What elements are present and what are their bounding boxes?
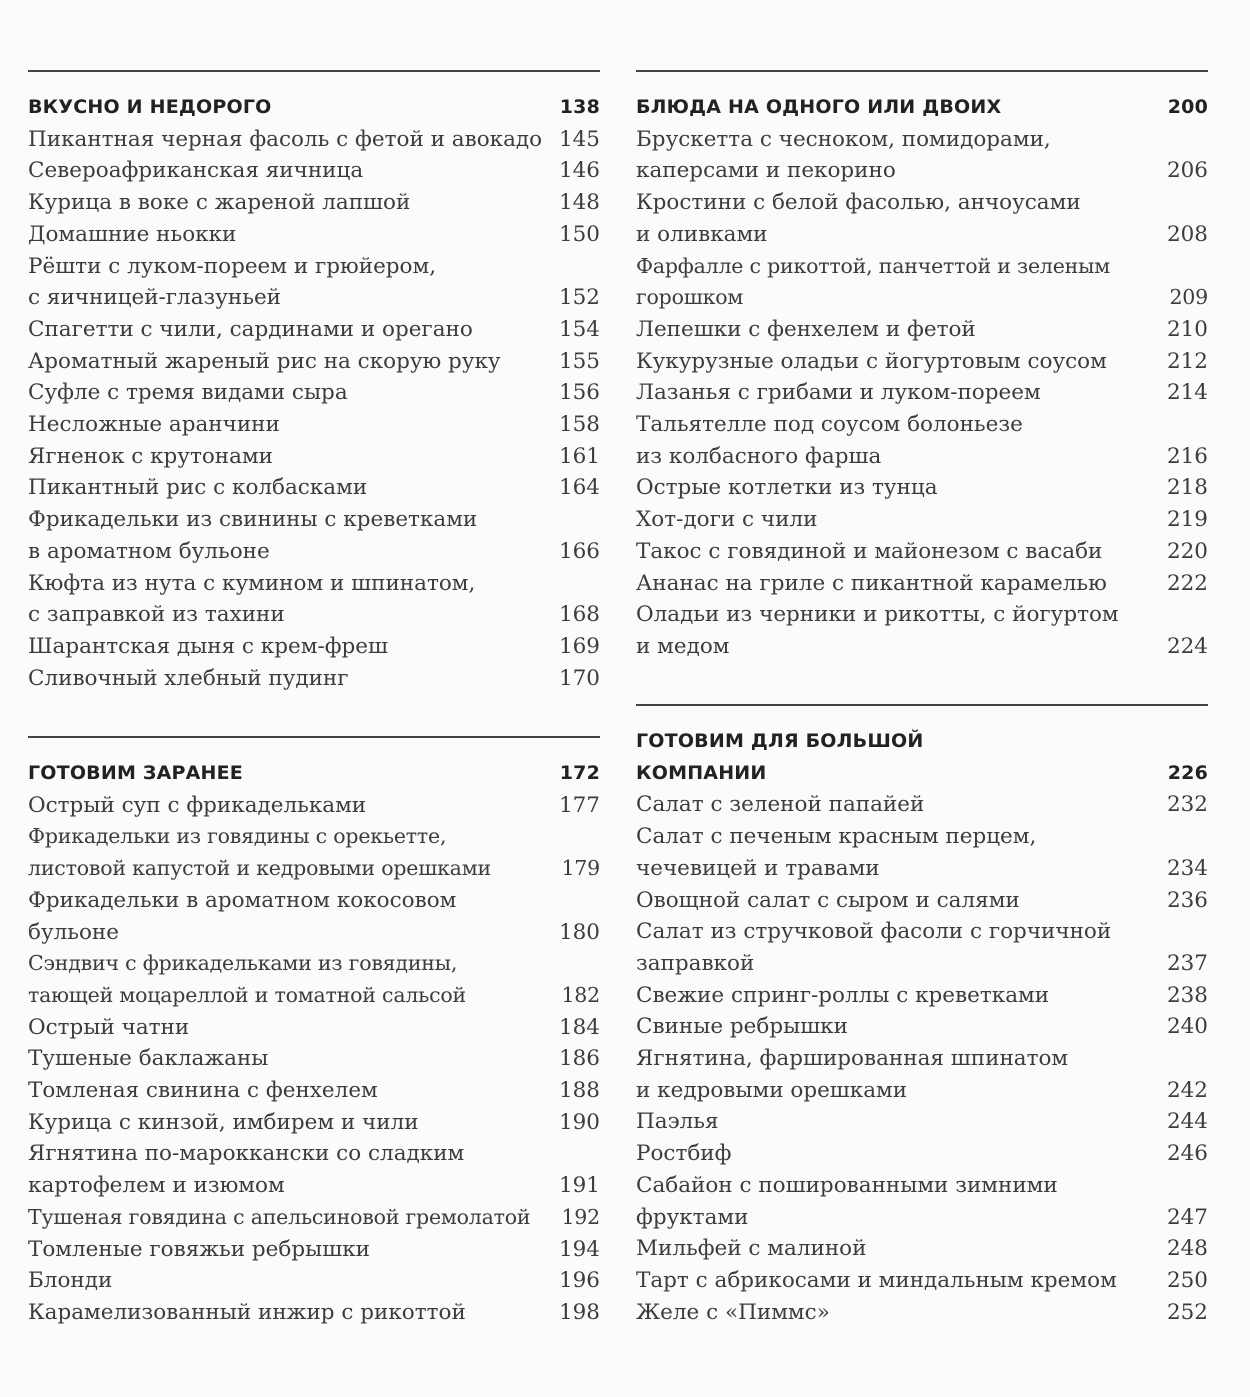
entry-page: 244 bbox=[1166, 1109, 1208, 1135]
entry-page: 150 bbox=[558, 221, 600, 247]
toc-entry[interactable] bbox=[28, 187, 600, 219]
entry-page: 194 bbox=[558, 1236, 600, 1262]
toc-entry[interactable] bbox=[28, 346, 600, 378]
entry-title: Желе с «Пиммс» bbox=[636, 1299, 830, 1325]
toc-entry[interactable] bbox=[636, 1233, 1208, 1265]
entry-title: Курица с кинзой, имбирем и чили bbox=[28, 1109, 419, 1135]
entry-title: Ягнятина, фаршированная шпинатом и кедровыми орешками bbox=[636, 1046, 1069, 1103]
entry-title: Салат с печеным красным перцем, чечевицей и травами bbox=[636, 824, 1037, 881]
toc-entry[interactable] bbox=[636, 1297, 1208, 1329]
section-heading[interactable] bbox=[636, 92, 1208, 124]
entry-title: Ананас на гриле с пикантной карамелью bbox=[636, 570, 1107, 596]
entry-title: Лазанья с грибами и луком-пореем bbox=[636, 380, 1041, 406]
section-divider bbox=[636, 70, 1208, 72]
entry-title: Тушеные баклажаны bbox=[28, 1046, 269, 1072]
toc-entry[interactable] bbox=[636, 980, 1208, 1012]
toc-entry[interactable] bbox=[28, 821, 600, 884]
section-heading[interactable] bbox=[28, 758, 600, 790]
entry-list bbox=[636, 789, 1208, 1328]
toc-entry[interactable] bbox=[636, 314, 1208, 346]
entry-title: Курица в воке с жареной лапшой bbox=[28, 190, 411, 216]
toc-entry[interactable] bbox=[28, 1075, 600, 1107]
entry-list bbox=[636, 124, 1208, 663]
entry-page: 220 bbox=[1166, 538, 1208, 564]
toc-entry[interactable] bbox=[28, 1265, 600, 1297]
entry-title: Рёшти с луком-пореем и грюйером, с яичницей-глазуньей bbox=[28, 253, 437, 311]
toc-entry[interactable] bbox=[28, 663, 600, 695]
entry-page: 247 bbox=[1166, 1204, 1208, 1230]
entry-title: Кростини с белой фасолью, анчоусами и оливками bbox=[636, 190, 1081, 247]
entry-title: Свежие спринг-роллы с креветками bbox=[636, 982, 1050, 1008]
section-divider bbox=[28, 736, 600, 738]
toc-entry[interactable] bbox=[636, 377, 1208, 409]
toc-entry[interactable] bbox=[28, 1297, 600, 1329]
toc-entry[interactable] bbox=[636, 251, 1208, 314]
toc-entry[interactable] bbox=[636, 789, 1208, 821]
entry-title: Сэндвич с фрикадельками из говядины, тающей моцареллой и томатной сальсой bbox=[28, 951, 467, 1007]
entry-title: Мильфей с малиной bbox=[636, 1236, 867, 1262]
entry-title: Несложные аранчини bbox=[28, 412, 280, 438]
toc-entry[interactable] bbox=[636, 1043, 1208, 1106]
entry-page: 252 bbox=[1166, 1299, 1208, 1325]
toc-entry[interactable] bbox=[28, 790, 600, 822]
entry-page: 212 bbox=[1166, 348, 1208, 374]
section-page-number: 226 bbox=[1167, 761, 1208, 784]
section-page-number: 138 bbox=[559, 96, 600, 118]
entry-page: 236 bbox=[1166, 887, 1208, 913]
entry-page: 180 bbox=[558, 919, 600, 945]
entry-page: 182 bbox=[561, 982, 600, 1007]
toc-entry[interactable] bbox=[28, 124, 600, 156]
toc-entry[interactable] bbox=[28, 948, 600, 1011]
toc-entry[interactable] bbox=[636, 346, 1208, 378]
entry-page: 208 bbox=[1166, 221, 1208, 247]
entry-page: 224 bbox=[1166, 633, 1208, 659]
entry-title: Острый суп с фрикадельками bbox=[28, 792, 367, 818]
toc-entry[interactable] bbox=[28, 472, 600, 504]
section-for-one-or-two bbox=[636, 70, 1208, 663]
toc-entry[interactable] bbox=[28, 1234, 600, 1266]
toc-entry[interactable] bbox=[28, 504, 600, 567]
entry-page: 179 bbox=[561, 856, 600, 881]
entry-title: Брускетта с чесноком, помидорами, каперсами и пекорино bbox=[636, 126, 1051, 184]
section-cheap-and-tasty bbox=[28, 70, 600, 694]
entry-list bbox=[28, 124, 600, 695]
entry-page: 216 bbox=[1166, 443, 1208, 469]
section-title: ВКУСНО И НЕДОРОГО bbox=[28, 96, 272, 118]
toc-entry[interactable] bbox=[28, 1202, 600, 1234]
entry-page: 209 bbox=[1169, 285, 1208, 310]
toc-entry[interactable] bbox=[636, 916, 1208, 979]
entry-title: Салат с зеленой папайей bbox=[636, 792, 925, 818]
section-page-number: 172 bbox=[559, 762, 600, 784]
entry-page: 248 bbox=[1166, 1236, 1208, 1262]
entry-page: 206 bbox=[1166, 158, 1208, 184]
entry-title: Домашние ньокки bbox=[28, 221, 237, 247]
entry-title: Острый чатни bbox=[28, 1014, 190, 1040]
section-heading[interactable] bbox=[28, 92, 600, 124]
entry-page: 240 bbox=[1166, 1014, 1208, 1040]
entry-title: Кюфта из нута с кумином и шпинатом, с заправкой из тахини bbox=[28, 570, 476, 628]
toc-entry[interactable] bbox=[28, 377, 600, 409]
entry-title: Шарантская дыня с крем-фреш bbox=[28, 633, 389, 659]
entry-title: Салат из стручковой фасоли с горчичной заправкой bbox=[636, 919, 1112, 976]
entry-page: 198 bbox=[558, 1299, 600, 1325]
entry-page: 168 bbox=[558, 602, 600, 628]
entry-page: 218 bbox=[1166, 475, 1208, 501]
entry-page: 148 bbox=[558, 190, 600, 216]
toc-entry[interactable] bbox=[636, 821, 1208, 884]
entry-page: 250 bbox=[1166, 1267, 1208, 1293]
entry-page: 158 bbox=[558, 412, 600, 438]
entry-title: Карамелизованный инжир с рикоттой bbox=[28, 1299, 466, 1325]
entry-page: 222 bbox=[1166, 570, 1208, 596]
entry-title: Такос с говядиной и майонезом с васаби bbox=[636, 538, 1103, 564]
toc-entry[interactable] bbox=[636, 504, 1208, 536]
entry-title: Кукурузные оладьи с йогуртовым соусом bbox=[636, 348, 1107, 374]
toc-entry[interactable] bbox=[636, 1106, 1208, 1138]
entry-page: 177 bbox=[558, 792, 600, 818]
toc-entry[interactable] bbox=[636, 187, 1208, 250]
entry-page: 145 bbox=[558, 126, 600, 152]
entry-title: Острые котлетки из тунца bbox=[636, 475, 938, 501]
entry-title: Оладьи из черники и рикотты, с йогуртом и медом bbox=[636, 602, 1119, 659]
entry-title: Тарт с абрикосами и миндальным кремом bbox=[636, 1267, 1117, 1293]
entry-title: Паэлья bbox=[636, 1109, 719, 1135]
toc-entry[interactable] bbox=[28, 1138, 600, 1201]
entry-page: 219 bbox=[1166, 507, 1208, 533]
entry-title: Фрикадельки из свинины с креветками в ароматном бульоне bbox=[28, 507, 478, 564]
entry-page: 169 bbox=[558, 633, 600, 659]
section-heading[interactable] bbox=[636, 726, 1208, 789]
toc-entry[interactable] bbox=[636, 1138, 1208, 1170]
entry-page: 196 bbox=[558, 1268, 600, 1294]
toc-entry[interactable] bbox=[28, 219, 600, 251]
entry-page: 234 bbox=[1166, 855, 1208, 881]
entry-title: Фрикадельки из говядины с орекьетте, листовой капустой и кедровыми орешками bbox=[28, 824, 491, 881]
section-title: БЛЮДА НА ОДНОГО ИЛИ ДВОИХ bbox=[636, 96, 1002, 118]
section-page-number: 200 bbox=[1167, 96, 1208, 118]
entry-title: Пикантная черная фасоль с фетой и авокадо bbox=[28, 126, 543, 152]
toc-entry[interactable] bbox=[636, 1265, 1208, 1297]
entry-page: 237 bbox=[1166, 950, 1208, 976]
toc-entry[interactable] bbox=[28, 1107, 600, 1139]
toc-entry[interactable] bbox=[636, 1170, 1208, 1233]
toc-entry[interactable] bbox=[636, 409, 1208, 472]
entry-title: Свиные ребрышки bbox=[636, 1014, 848, 1040]
toc-entry[interactable] bbox=[28, 885, 600, 948]
entry-title: Спагетти с чили, сардинами и орегано bbox=[28, 316, 473, 342]
toc-entry[interactable] bbox=[28, 441, 600, 473]
section-cook-ahead bbox=[28, 736, 600, 1329]
entry-title: Тушеная говядина с апельсиновой гремолатой bbox=[28, 1204, 531, 1229]
entry-title: Овощной салат с сыром и салями bbox=[636, 887, 1020, 913]
entry-page: 232 bbox=[1166, 792, 1208, 818]
entry-title: Суфле с тремя видами сыра bbox=[28, 380, 348, 406]
section-title: ГОТОВИМ ЗАРАНЕЕ bbox=[28, 762, 243, 784]
entry-title: Блонди bbox=[28, 1268, 113, 1294]
section-title: ГОТОВИМ ДЛЯ БОЛЬШОЙ КОМПАНИИ bbox=[636, 730, 924, 784]
section-divider bbox=[636, 704, 1208, 706]
entry-page: 210 bbox=[1166, 316, 1208, 342]
toc-entry[interactable] bbox=[28, 409, 600, 441]
entry-title: Сабайон с пошированными зимними фруктами bbox=[636, 1172, 1058, 1230]
entry-title: Ароматный жареный рис на скорую руку bbox=[28, 348, 501, 374]
toc-entry[interactable] bbox=[28, 631, 600, 663]
toc-entry[interactable] bbox=[636, 536, 1208, 568]
toc-entry[interactable] bbox=[636, 568, 1208, 600]
toc-entry[interactable] bbox=[636, 472, 1208, 504]
section-divider bbox=[28, 70, 600, 72]
entry-title: Лепешки с фенхелем и фетой bbox=[636, 316, 976, 342]
entry-page: 152 bbox=[558, 285, 600, 311]
toc-entry[interactable] bbox=[636, 124, 1208, 187]
entry-page: 242 bbox=[1166, 1077, 1208, 1103]
entry-page: 155 bbox=[558, 348, 600, 374]
toc-entry[interactable] bbox=[28, 155, 600, 187]
entry-page: 246 bbox=[1166, 1141, 1208, 1167]
entry-title: Североафриканская яичница bbox=[28, 158, 364, 184]
entry-page: 192 bbox=[561, 1204, 600, 1229]
entry-title: Ягненок с крутонами bbox=[28, 443, 273, 469]
section-for-large-company bbox=[636, 704, 1208, 1328]
toc-entry[interactable] bbox=[636, 599, 1208, 662]
entry-page: 154 bbox=[558, 316, 600, 342]
entry-page: 146 bbox=[558, 158, 600, 184]
entry-page: 188 bbox=[558, 1078, 600, 1104]
entry-title: Фарфалле с рикоттой, панчеттой и зеленым горошком bbox=[636, 253, 1110, 310]
entry-page: 170 bbox=[558, 665, 600, 691]
entry-title: Томленые говяжьи ребрышки bbox=[28, 1236, 370, 1262]
toc-entry[interactable] bbox=[28, 251, 600, 314]
entry-page: 184 bbox=[558, 1014, 600, 1040]
entry-title: Ягнятина по-мароккански со сладким картофелем и изюмом bbox=[28, 1141, 465, 1199]
entry-page: 214 bbox=[1166, 380, 1208, 406]
toc-entry[interactable] bbox=[28, 568, 600, 631]
entry-page: 161 bbox=[558, 443, 600, 469]
toc-entry[interactable] bbox=[28, 1043, 600, 1075]
entry-page: 238 bbox=[1166, 982, 1208, 1008]
toc-entry[interactable] bbox=[636, 885, 1208, 917]
entry-page: 191 bbox=[558, 1173, 600, 1199]
entry-page: 190 bbox=[558, 1109, 600, 1135]
entry-page: 166 bbox=[558, 538, 600, 564]
entry-title: Ростбиф bbox=[636, 1141, 732, 1167]
toc-entry[interactable] bbox=[28, 1012, 600, 1044]
entry-title: Томленая свинина с фенхелем bbox=[28, 1078, 378, 1104]
entry-title: Хот-доги с чили bbox=[636, 507, 818, 533]
toc-entry[interactable] bbox=[636, 1011, 1208, 1043]
entry-title: Тальятелле под соусом болоньезе из колбасного фарша bbox=[636, 412, 1023, 469]
entry-page: 156 bbox=[558, 380, 600, 406]
entry-title: Сливочный хлебный пудинг bbox=[28, 665, 349, 691]
entry-page: 186 bbox=[558, 1046, 600, 1072]
entry-list bbox=[28, 790, 600, 1329]
toc-entry[interactable] bbox=[28, 314, 600, 346]
entry-title: Фрикадельки в ароматном кокосовом бульоне bbox=[28, 887, 457, 945]
entry-title: Пикантный рис с колбасками bbox=[28, 475, 368, 501]
entry-page: 164 bbox=[558, 475, 600, 501]
